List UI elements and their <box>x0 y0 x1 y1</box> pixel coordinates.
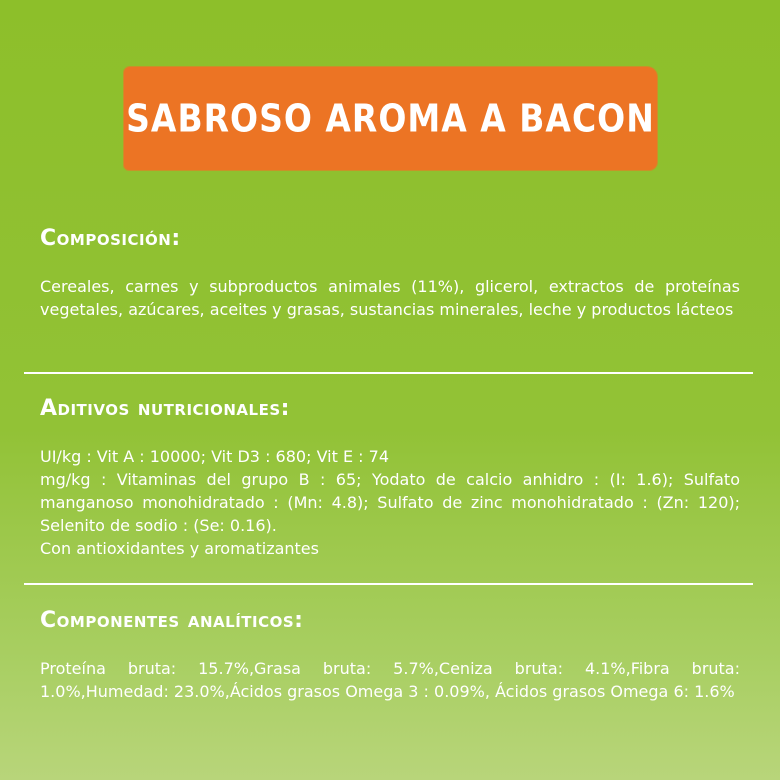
composition-section <box>40 226 740 321</box>
banner-title: SABROSO AROMA A BACON <box>126 96 655 141</box>
additives-line-antioxidants: Con antioxidantes y aromatizantes <box>40 539 319 558</box>
additives-line-mg: mg/kg : Vitaminas del grupo B : 65; Yodato de calcio anhidro : (I: 1.6); Sulfato manganoso monohidratado : (Mn: 4.8); Sulfato de zinc monohidratado : (Zn: 120); Selenito de sodio : (Se: 0.16). <box>40 470 740 535</box>
analytical-text: Proteína bruta: 15.7%,Grasa bruta: 5.7%,Ceniza bruta: 4.1%,Fibra bruta: 1.0%,Humedad: 23.0%,Ácidos grasos Omega 3 : 0.09%, Ácidos grasos Omega 6: 1.6% <box>40 659 740 701</box>
additives-line-ui: UI/kg : Vit A : 10000; Vit D3 : 680; Vit E : 74 <box>40 447 389 466</box>
additives-text <box>40 445 740 560</box>
additives-section <box>40 396 740 560</box>
divider-1 <box>24 372 753 374</box>
additives-heading: Aditivos nutricionales: <box>40 396 290 421</box>
composition-text: Cereales, carnes y subproductos animales (11%), glicerol, extractos de proteínas vegetales, azúcares, aceites y grasas, sustancias minerales, leche y productos lácteos <box>40 277 740 319</box>
analytical-section <box>40 608 740 703</box>
divider-2 <box>24 583 753 585</box>
composition-heading: Composición: <box>40 226 181 251</box>
analytical-heading: Componentes analíticos: <box>40 608 304 633</box>
title-banner <box>124 67 657 170</box>
